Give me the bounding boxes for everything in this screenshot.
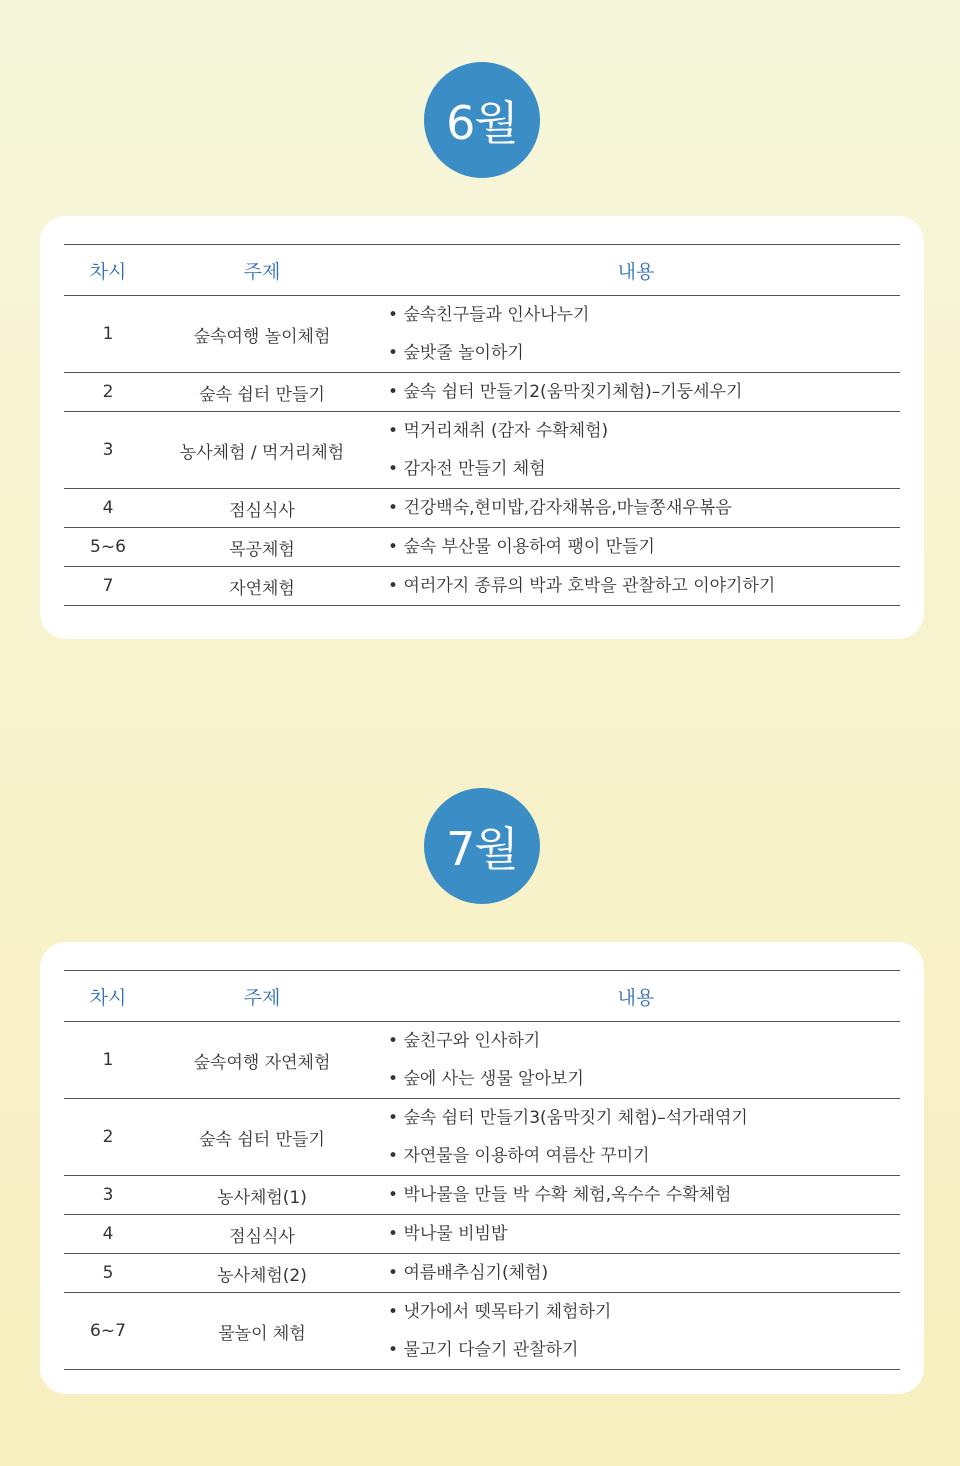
content-item: • 숲속 부산물 이용하여 팽이 만들기 <box>388 528 900 566</box>
header-content: 내용 <box>372 971 900 1022</box>
content-item: • 물고기 다슬기 관찰하기 <box>388 1331 900 1369</box>
session-cell: 7 <box>64 567 152 606</box>
session-cell: 1 <box>102 324 114 344</box>
session-cell: 3 <box>64 412 152 489</box>
table-row <box>64 1215 900 1254</box>
topic-cell: 숲속여행 자연체험 <box>193 1052 331 1073</box>
topic-cell: 점심식사 <box>152 489 372 528</box>
topic-cell: 농사체험(1) <box>152 1176 372 1215</box>
table-row <box>64 528 900 567</box>
table-row <box>64 373 900 412</box>
session-cell: 2 <box>64 373 152 412</box>
content-item: • 냇가에서 뗏목타기 체험하기 <box>388 1293 900 1331</box>
topic-cell: 숲속 쉼터 만들기 <box>152 373 372 412</box>
content-item: • 먹거리채취 (감자 수확체험) <box>388 412 900 450</box>
table-row <box>64 567 900 606</box>
content-cell <box>372 1099 900 1176</box>
content-item: • 여러가지 종류의 박과 호박을 관찰하고 이야기하기 <box>388 567 900 605</box>
topic-cell: 농사체험 / 먹거리체험 <box>152 412 372 489</box>
schedule-table-july <box>64 970 900 1370</box>
content-item: • 숲밧줄 놀이하기 <box>388 334 900 372</box>
table-body <box>64 1022 900 1370</box>
table-row <box>64 1022 900 1099</box>
content-item: • 박나물 비빔밥 <box>388 1215 900 1253</box>
content-cell <box>372 528 900 567</box>
session-cell: 5~6 <box>64 528 152 567</box>
content-cell <box>372 412 900 489</box>
header-session: 차시 <box>64 971 152 1022</box>
content-cell <box>372 489 900 528</box>
content-item: • 숲친구와 인사하기 <box>388 1022 900 1060</box>
header-topic: 주제 <box>152 245 372 296</box>
header-topic: 주제 <box>152 971 372 1022</box>
header-content: 내용 <box>372 245 900 296</box>
table-row <box>64 489 900 528</box>
content-item: • 자연물을 이용하여 여름산 꾸미기 <box>388 1137 900 1175</box>
month-label: 6월 <box>446 96 518 150</box>
table-row <box>64 412 900 489</box>
session-cell: 3 <box>64 1176 152 1215</box>
topic-cell: 숲속여행 놀이체험 <box>193 326 331 347</box>
session-cell: 4 <box>64 1215 152 1254</box>
content-cell <box>372 296 900 373</box>
content-item: • 여름배추심기(체험) <box>388 1254 900 1292</box>
content-item: • 박나물을 만들 박 수확 체험,옥수수 수확체험 <box>388 1176 900 1214</box>
topic-cell: 점심식사 <box>152 1215 372 1254</box>
content-item: • 숲속친구들과 인사나누기 <box>388 296 900 334</box>
content-cell <box>372 1022 900 1099</box>
header-session: 차시 <box>64 245 152 296</box>
content-cell <box>372 1176 900 1215</box>
content-item: • 숲속 쉼터 만들기2(움막짓기체험)–기둥세우기 <box>388 373 900 411</box>
content-item: • 건강백숙,현미밥,감자채볶음,마늘쫑새우볶음 <box>388 489 900 527</box>
session-cell: 5 <box>64 1254 152 1293</box>
topic-cell: 물놀이 체험 <box>152 1293 372 1370</box>
table-row <box>64 1293 900 1370</box>
month-label: 7월 <box>446 822 518 876</box>
schedule-card-june <box>40 216 924 639</box>
session-cell: 1 <box>102 1050 114 1070</box>
content-cell <box>372 1215 900 1254</box>
session-cell: 4 <box>64 489 152 528</box>
month-badge-june <box>424 62 540 178</box>
table-row <box>64 1099 900 1176</box>
schedule-table-june <box>64 244 900 606</box>
month-badge-july <box>424 788 540 904</box>
content-cell <box>372 567 900 606</box>
table-row <box>64 1176 900 1215</box>
content-item: • 숲속 쉼터 만들기3(움막짓기 체험)–석가래엮기 <box>388 1099 900 1137</box>
session-cell: 6~7 <box>64 1293 152 1370</box>
content-cell <box>372 1254 900 1293</box>
topic-cell: 자연체험 <box>152 567 372 606</box>
table-row <box>64 1254 900 1293</box>
content-cell <box>372 1293 900 1370</box>
topic-cell: 목공체험 <box>152 528 372 567</box>
table-body <box>64 296 900 606</box>
content-item: • 숲에 사는 생물 알아보기 <box>388 1060 900 1098</box>
schedule-card-july <box>40 942 924 1394</box>
table-header-row <box>64 245 900 296</box>
content-cell <box>372 373 900 412</box>
session-cell: 2 <box>64 1099 152 1176</box>
content-item: • 감자전 만들기 체험 <box>388 450 900 488</box>
topic-cell: 농사체험(2) <box>152 1254 372 1293</box>
topic-cell: 숲속 쉼터 만들기 <box>152 1099 372 1176</box>
table-header-row <box>64 971 900 1022</box>
table-row <box>64 296 900 373</box>
